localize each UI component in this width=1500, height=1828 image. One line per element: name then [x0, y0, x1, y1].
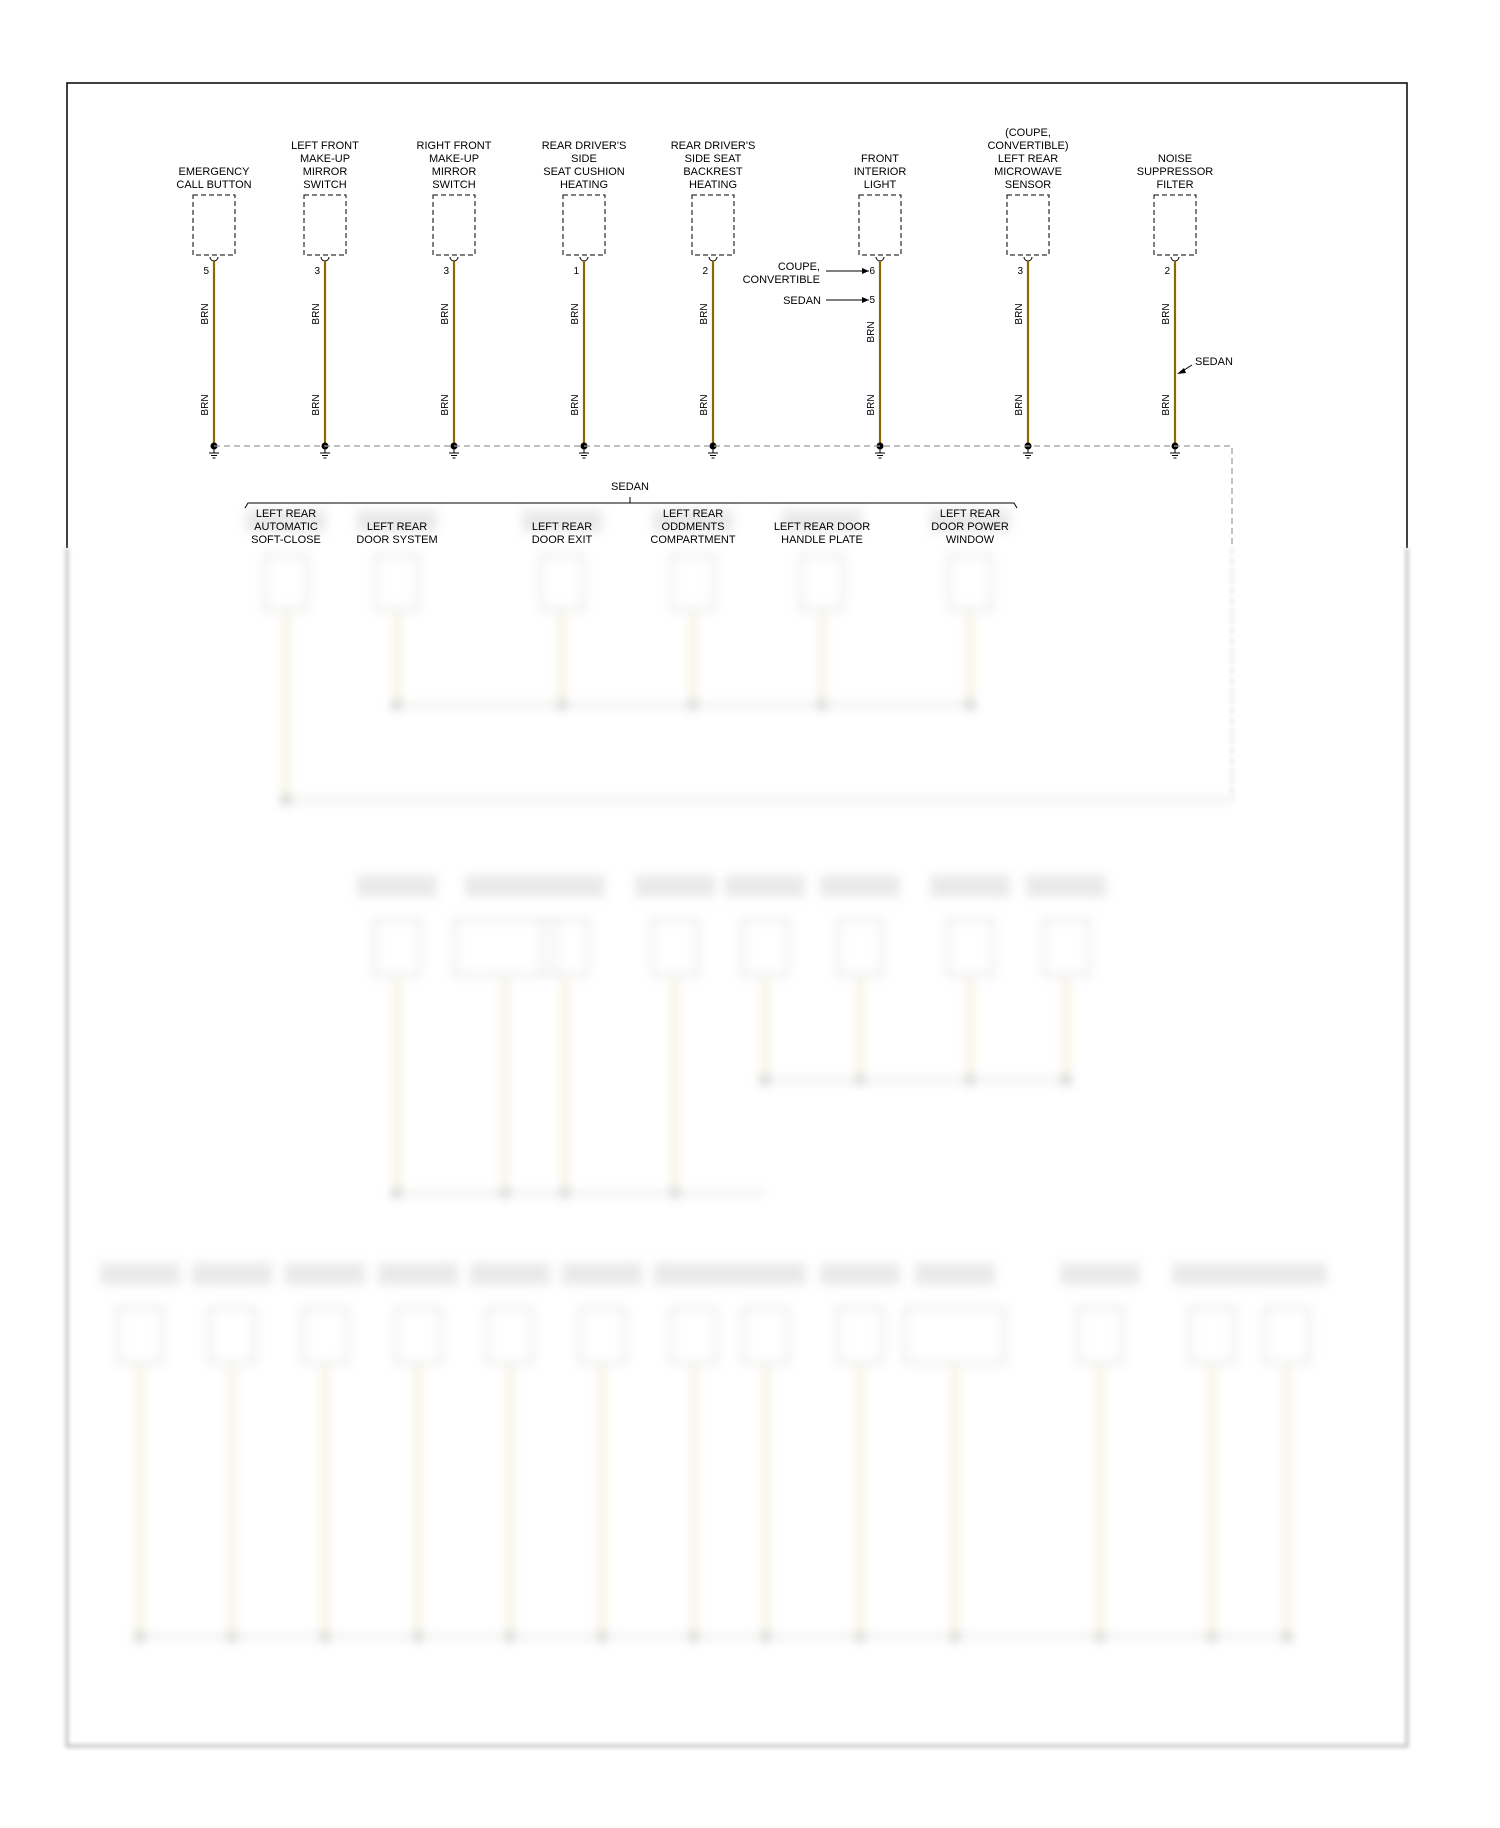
ground-symbol-icon — [320, 449, 330, 458]
wire-color-label: BRN — [570, 394, 581, 416]
blurred-box — [376, 555, 418, 610]
blurred-label — [1060, 1263, 1140, 1285]
pin-number: 3 — [1017, 266, 1023, 277]
connector-box — [433, 195, 475, 255]
blurred-box — [743, 920, 788, 975]
blurred-box — [118, 1308, 163, 1363]
ground-symbol-icon — [875, 449, 885, 458]
blurred-label — [915, 1263, 995, 1285]
sedan-component-label-line: LEFT REAR — [939, 508, 1001, 520]
connector-box — [304, 195, 346, 255]
wire-color-label: BRN — [1014, 303, 1025, 325]
ground-symbol-icon — [579, 449, 589, 458]
pin-terminal-icon — [450, 257, 458, 261]
component-label-line: HEATING — [559, 179, 609, 191]
wire-color-label: BRN — [1161, 303, 1172, 325]
blurred-label — [930, 875, 1010, 897]
blurred-box — [838, 1308, 883, 1363]
component-label-line: (COUPE, — [1005, 127, 1051, 139]
sedan-component-label-line: DOOR POWER — [931, 521, 1009, 533]
pin-number: 3 — [443, 266, 449, 277]
component-label-line: NOISE — [1157, 153, 1193, 165]
wire-color-label: BRN — [311, 394, 322, 416]
blurred-box — [541, 555, 583, 610]
component-7 — [987, 127, 1068, 458]
wire-color-label: BRN — [1161, 394, 1172, 416]
wire-color-label: BRN — [200, 394, 211, 416]
ground-symbol-icon — [209, 449, 219, 458]
ground-distribution-top — [176, 127, 1213, 458]
connector-box — [859, 195, 901, 255]
component-label-line: REAR DRIVER'S — [541, 140, 627, 152]
blurred-label — [1026, 875, 1106, 897]
component-3 — [417, 140, 492, 458]
component-6 — [854, 153, 907, 458]
component-label-line: MAKE-UP — [428, 153, 480, 165]
component-1 — [176, 166, 251, 458]
sedan-pin-note: SEDAN — [783, 295, 821, 307]
blurred-label — [1172, 1263, 1252, 1285]
sedan-component-label-line: DOOR EXIT — [531, 534, 593, 546]
blurred-label — [635, 875, 715, 897]
pin-number: 5 — [203, 266, 209, 277]
pin-number: 1 — [573, 266, 579, 277]
sedan-component-label-line: WINDOW — [945, 534, 995, 546]
blurred-label — [285, 1263, 365, 1285]
coupe-note-line1: COUPE, — [777, 261, 820, 273]
component-label-line: RIGHT FRONT — [416, 140, 492, 152]
pin-number: 2 — [702, 266, 708, 277]
blurred-box — [905, 1308, 1005, 1363]
ground-symbol-icon — [1170, 449, 1180, 458]
blurred-label — [100, 1263, 180, 1285]
blurred-box — [949, 555, 991, 610]
blurred-box — [488, 1308, 533, 1363]
blurred-box — [210, 1308, 255, 1363]
blurred-box — [744, 1308, 789, 1363]
coupe-arrow-head-icon — [862, 268, 869, 274]
ground-symbol-icon — [449, 449, 459, 458]
pin-terminal-icon — [1024, 257, 1032, 261]
blurred-label — [820, 1263, 900, 1285]
blurred-box — [948, 920, 993, 975]
component-label-line: SIDE SEAT — [684, 153, 742, 165]
pin-terminal-icon — [709, 257, 717, 261]
pin-terminal-icon — [876, 257, 884, 261]
blurred-label — [654, 1263, 734, 1285]
blurred-box — [396, 1308, 441, 1363]
blurred-box — [1044, 920, 1089, 975]
ground-symbol-icon — [1023, 449, 1033, 458]
pin-number: 2 — [1164, 266, 1170, 277]
blurred-label — [725, 875, 805, 897]
blurred-box — [1190, 1308, 1235, 1363]
component-label-line: INTERIOR — [853, 166, 907, 178]
component-label-line: HEATING — [688, 179, 738, 191]
coupe-note-line2: CONVERTIBLE — [742, 274, 820, 286]
blurred-box — [1265, 1308, 1310, 1363]
connector-box — [1007, 195, 1049, 255]
pin-number: 3 — [314, 266, 320, 277]
blurred-label — [726, 1263, 806, 1285]
pin-terminal-icon — [210, 257, 218, 261]
wire-color-label: BRN — [866, 394, 877, 416]
component-label-line: MICROWAVE — [994, 166, 1062, 178]
wire-color-label: BRN — [570, 303, 581, 325]
pin-terminal-icon — [1171, 257, 1179, 261]
pin-terminal-icon — [580, 257, 588, 261]
blurred-label — [820, 875, 900, 897]
sedan-component-label-line: LEFT REAR — [531, 521, 593, 533]
component-label-line: SENSOR — [1004, 179, 1052, 191]
noise-filter-sedan-note — [1177, 356, 1233, 374]
ground-symbol-icon — [708, 449, 718, 458]
component-label-line: SUPPRESSOR — [1136, 166, 1214, 178]
sedan-bracket — [245, 481, 1017, 508]
component-2 — [291, 140, 359, 458]
component-label-line: BACKREST — [683, 166, 743, 178]
blurred-box — [672, 555, 714, 610]
sedan-component-label-line: LEFT REAR DOOR — [773, 521, 871, 533]
blurred-label — [1247, 1263, 1327, 1285]
blurred-box — [375, 920, 420, 975]
sedan-component-label-line: COMPARTMENT — [650, 534, 736, 546]
blurred-box — [838, 920, 883, 975]
front-interior-light-variants — [743, 261, 869, 307]
connector-box — [692, 195, 734, 255]
blurred-box — [303, 1308, 348, 1363]
component-label-line: MAKE-UP — [299, 153, 351, 165]
wire-color-label: BRN — [866, 321, 877, 343]
sedan-component-label-line: HANDLE PLATE — [781, 534, 863, 546]
sedan-component-label-line: DOOR SYSTEM — [356, 534, 438, 546]
blurred-box — [455, 920, 555, 975]
connector-box — [193, 195, 235, 255]
wire-color-label: BRN — [699, 303, 710, 325]
component-5 — [671, 140, 756, 458]
sedan-component-label-line: SOFT-CLOSE — [251, 534, 321, 546]
component-label-line: SWITCH — [432, 179, 476, 191]
component-label-line: LEFT FRONT — [291, 140, 359, 152]
sedan-component-label-line: ODDMENTS — [661, 521, 725, 533]
component-label-line: CONVERTIBLE) — [987, 140, 1069, 152]
pin-number: 6 — [869, 266, 875, 277]
diagram-frame-lower — [67, 548, 1407, 1746]
wire-color-label: BRN — [200, 303, 211, 325]
component-label-line: FRONT — [861, 153, 899, 165]
sedan-bracket-label: SEDAN — [611, 481, 649, 493]
sedan-component-label-line: LEFT REAR — [255, 508, 317, 520]
sedan-wire-note: SEDAN — [1195, 356, 1233, 368]
sedan-arrow-head-icon — [862, 297, 869, 303]
component-label-line: MIRROR — [302, 166, 348, 178]
component-label-line: SEAT CUSHION — [543, 166, 625, 178]
sedan-component-label-line: AUTOMATIC — [254, 521, 318, 533]
wire-color-label: BRN — [311, 303, 322, 325]
blurred-label — [470, 1263, 550, 1285]
connector-box — [1154, 195, 1196, 255]
blurred-label — [378, 1263, 458, 1285]
connector-box — [563, 195, 605, 255]
blurred-diagram-region — [100, 510, 1327, 1642]
blurred-box — [265, 555, 307, 610]
component-8 — [1137, 153, 1213, 458]
blurred-label — [357, 875, 437, 897]
blurred-box — [543, 920, 588, 975]
component-label-line: REAR DRIVER'S — [670, 140, 756, 152]
component-label-line: FILTER — [1156, 179, 1194, 191]
wire-color-label: BRN — [440, 394, 451, 416]
blurred-box — [672, 1308, 717, 1363]
component-4 — [542, 140, 627, 458]
blurred-box — [1078, 1308, 1123, 1363]
sedan-wire-arrow-head-icon — [1177, 368, 1186, 374]
component-label-line: SWITCH — [303, 179, 347, 191]
component-label-line: CALL BUTTON — [176, 179, 252, 191]
wire-color-label: BRN — [440, 303, 451, 325]
blurred-label — [525, 875, 605, 897]
sedan-component-label-line: LEFT REAR — [662, 508, 724, 520]
component-label-line: LEFT REAR — [997, 153, 1059, 165]
blurred-label — [562, 1263, 642, 1285]
wire-color-label: BRN — [699, 394, 710, 416]
blurred-label — [192, 1263, 272, 1285]
pin-number: 5 — [869, 295, 875, 306]
blurred-box — [580, 1308, 625, 1363]
blurred-box — [653, 920, 698, 975]
sedan-component-label-line: LEFT REAR — [366, 521, 428, 533]
component-label-line: SIDE — [571, 153, 597, 165]
wire-color-label: BRN — [1014, 394, 1025, 416]
component-label-line: MIRROR — [431, 166, 477, 178]
component-label-line: LIGHT — [863, 179, 897, 191]
pin-terminal-icon — [321, 257, 329, 261]
blurred-box — [801, 555, 843, 610]
component-label-line: EMERGENCY — [178, 166, 250, 178]
